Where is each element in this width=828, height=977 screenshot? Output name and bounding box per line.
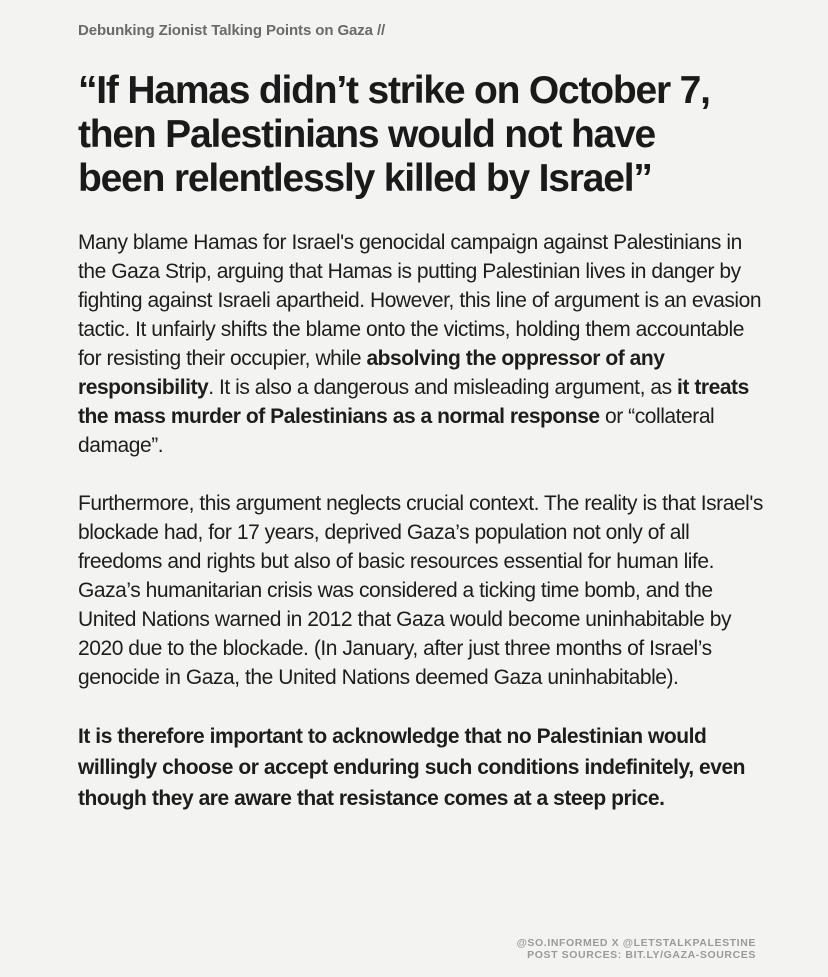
headline-line: “If Hamas didn’t strike on October 7, — [78, 69, 710, 112]
emphasis-text: absolving the oppressor of any responsibility — [78, 347, 665, 399]
paragraph-text: Many blame Hamas for Israel's genocidal campaign against Palestinians in the Gaza Strip, arguing that Hamas is putting Palestinian lives in danger by fighting against Israeli apartheid. However, this line of argument is an evasion tactic. It unfairly shifts the blame onto the victims, holding them accountable for resisting their occupier, while — [78, 231, 762, 370]
headline-line: been relentlessly killed by Israel” — [78, 157, 652, 200]
paragraph-context: Furthermore, this argument neglects crucial context. The reality is that Israel's blockade had, for 17 years, deprived Gaza’s population not only of all freedoms and rights but also of basic resources essential for human life. Gaza’s humanitarian crisis was considered a ticking time bomb, and the United Nations warned in 2012 that Gaza would become uninhabitable by 2020 due to the blockade. (In January, after just three months of Israel’s genocide in Gaza, the United Nations deemed Gaza uninhabitable). — [78, 492, 763, 689]
footer-credits — [517, 937, 756, 961]
paragraph-text: . It is also a dangerous and misleading argument, as — [208, 376, 678, 399]
paragraph-text: or “collateral damage”. — [78, 405, 715, 457]
sources-link: POST SOURCES: BIT.LY/GAZA-SOURCES — [527, 949, 756, 961]
headline-line: then Palestinians would not have — [78, 113, 656, 156]
series-title: Debunking Zionist Talking Points on Gaza // — [78, 22, 386, 39]
credit-handles: @SO.INFORMED X @LETSTALKPALESTINE — [516, 937, 756, 949]
paragraph-conclusion: It is therefore important to acknowledge that no Palestinian would willingly choose or accept enduring such conditions indefinitely, even though they are aware that resistance comes at a steep price. — [78, 725, 746, 810]
paragraph-blame — [78, 228, 768, 460]
emphasis-text: it treats the mass murder of Palestinians as a normal response — [78, 376, 749, 428]
headline — [78, 69, 768, 201]
article — [78, 22, 768, 814]
